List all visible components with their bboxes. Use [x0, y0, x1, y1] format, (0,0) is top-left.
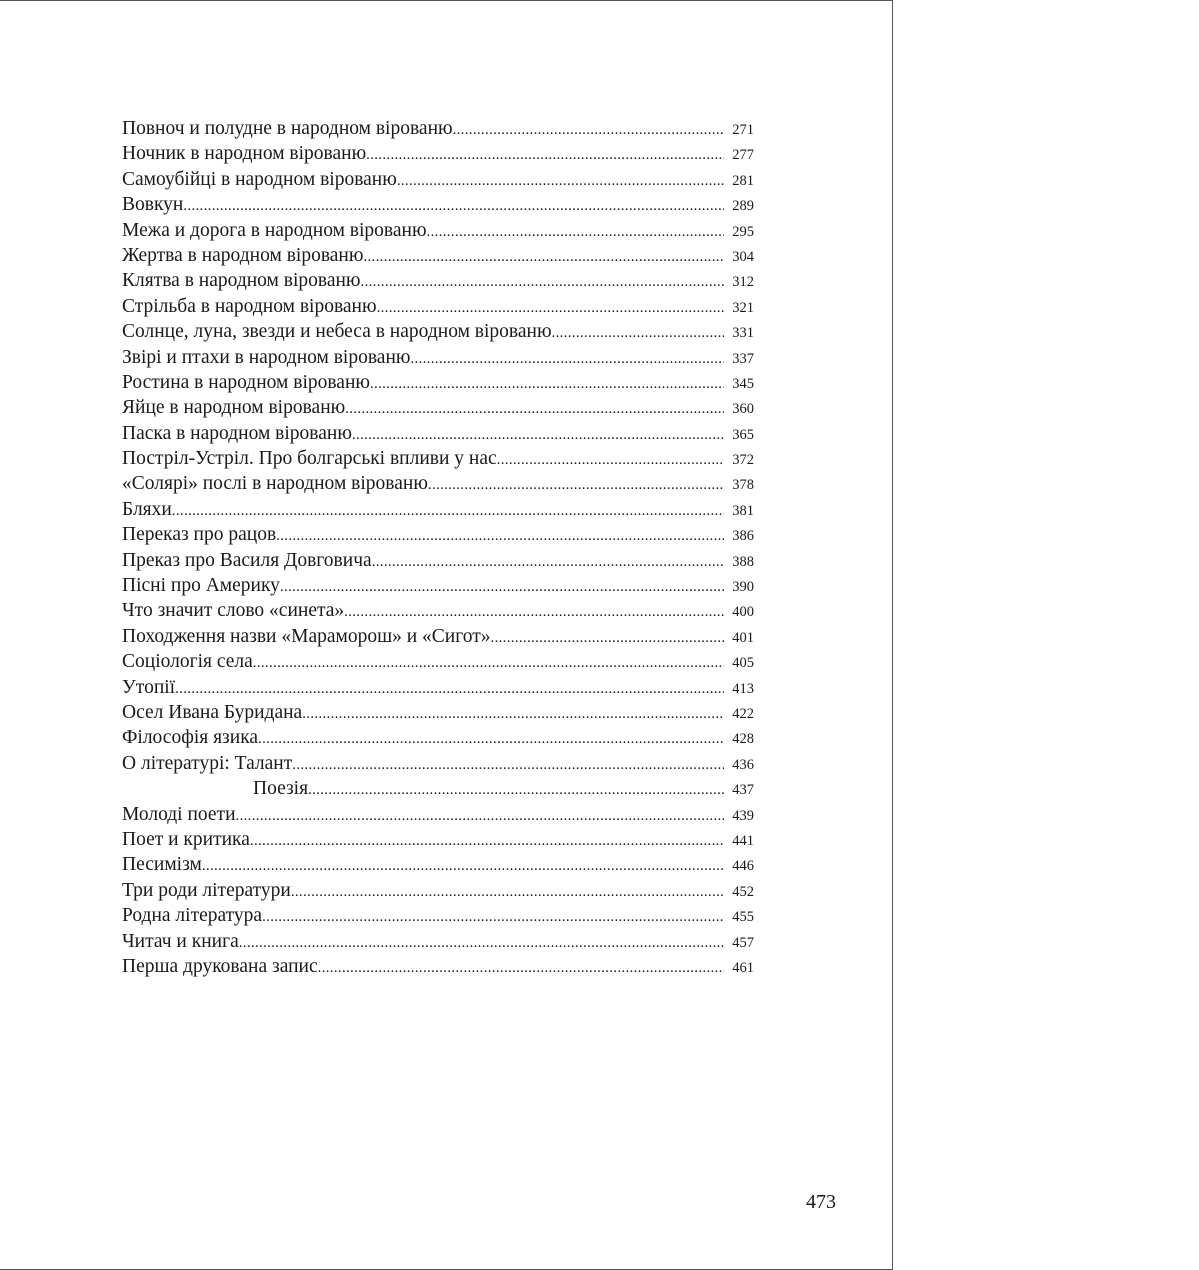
toc-entry-title: Соціологія села [122, 651, 253, 673]
table-of-contents [122, 116, 754, 979]
toc-dot-leader [262, 905, 724, 930]
toc-entry [122, 192, 754, 217]
toc-entry-page: 321 [732, 299, 754, 316]
toc-entry [122, 522, 754, 547]
toc-entry-page: 386 [732, 528, 754, 545]
toc-dot-leader [372, 550, 724, 575]
toc-entry-title: О літературі: Талант [122, 752, 293, 774]
toc-entry [122, 573, 754, 598]
toc-entry-page: 405 [732, 655, 754, 672]
toc-entry [122, 167, 754, 192]
toc-entry-title: Преказ про Василя Довговича [122, 549, 372, 571]
toc-entry-page: 360 [732, 401, 754, 418]
toc-entry-page: 461 [732, 959, 754, 976]
toc-entry-title: «Солярі» послі в народном віpованю [122, 473, 428, 495]
toc-entry-page: 271 [732, 122, 754, 138]
toc-entry [122, 345, 754, 370]
toc-dot-leader [361, 270, 724, 295]
toc-entry-title: Стрільба в народном віpованю [122, 295, 377, 317]
toc-entry [122, 776, 754, 801]
toc-entry-page: 365 [732, 426, 754, 443]
toc-entry-page: 331 [732, 325, 754, 342]
toc-entry-title: Читач и книга [122, 930, 239, 952]
toc-entry-title: Поет и критика [122, 828, 250, 850]
toc-entry-title: Клятва в народном віpованю [122, 270, 361, 292]
toc-entry [122, 802, 754, 827]
toc-entry-page: 437 [732, 782, 754, 799]
toc-entry [122, 725, 754, 750]
toc-dot-leader [377, 296, 724, 321]
toc-entry-page: 390 [732, 579, 754, 596]
toc-entry-title: Переказ про рацов [122, 524, 277, 546]
toc-entry-page: 381 [732, 502, 754, 519]
toc-dot-leader [352, 423, 724, 448]
toc-entry [122, 598, 754, 623]
toc-dot-leader [202, 854, 724, 879]
toc-entry-title: Вовкун [122, 194, 184, 216]
toc-entry-title: Бляхи [122, 498, 172, 520]
toc-entry-title: Постріл-Устріл. Про болгарські впливи у нас [122, 448, 497, 470]
toc-dot-leader [236, 804, 724, 829]
toc-dot-leader [397, 169, 724, 194]
toc-entry [122, 548, 754, 573]
toc-dot-leader [453, 118, 724, 143]
toc-dot-leader [345, 397, 724, 422]
toc-entry-page: 277 [732, 147, 754, 164]
toc-entry-title: Перша друкована запис [122, 955, 318, 977]
toc-entry [122, 421, 754, 446]
toc-entry-page: 439 [732, 807, 754, 824]
toc-dot-leader [280, 575, 724, 600]
toc-entry-page: 345 [732, 375, 754, 392]
toc-dot-leader [175, 677, 724, 702]
toc-entry-page: 372 [732, 452, 754, 469]
toc-entry-page: 441 [732, 832, 754, 849]
toc-dot-leader [292, 753, 724, 778]
toc-entry-page: 401 [732, 629, 754, 646]
toc-entry [122, 395, 754, 420]
toc-entry-page: 388 [732, 553, 754, 570]
toc-entry [122, 370, 754, 395]
toc-entry-title: Жертва в народном віpованю [122, 244, 364, 266]
toc-entry [122, 471, 754, 496]
toc-entry [122, 954, 754, 979]
toc-dot-leader [363, 245, 724, 270]
toc-entry-title: Ростина в народном віpованю [122, 371, 370, 393]
toc-entry-page: 422 [732, 705, 754, 722]
toc-entry-page: 304 [732, 248, 754, 265]
toc-entry [122, 294, 754, 319]
toc-entry-title: Молоді поети [122, 803, 236, 825]
toc-dot-leader [239, 931, 724, 956]
toc-dot-leader [250, 829, 724, 854]
toc-entry-title: Філософія язика [122, 727, 259, 749]
toc-entry-title: Межа и дорога в народном віpованю [122, 219, 427, 241]
toc-entry-title: Самоубійці в народном віpованю [122, 168, 397, 190]
toc-dot-leader [344, 600, 724, 625]
toc-dot-leader [172, 499, 724, 524]
page-number: 473 [806, 1191, 836, 1213]
toc-entry [122, 141, 754, 166]
toc-entry-title: Родна література [122, 905, 263, 927]
toc-entry-title: Паска в народном віpованю [122, 422, 352, 444]
toc-dot-leader [302, 702, 724, 727]
toc-entry-title: Солнце, луна, звезди и небеса в народном віpованю [122, 321, 552, 343]
toc-entry-page: 312 [732, 274, 754, 291]
toc-entry [122, 116, 754, 141]
toc-entry-title: Походження назви «Мараморош» и «Сигот» [122, 625, 491, 647]
toc-entry-title: Что значит слово «синета» [122, 600, 345, 622]
toc-entry [122, 497, 754, 522]
toc-dot-leader [183, 194, 724, 219]
toc-entry-title: Осел Ивана Буридана [122, 701, 303, 723]
toc-entry-page: 295 [732, 223, 754, 240]
toc-entry-page: 400 [732, 604, 754, 621]
toc-dot-leader [308, 778, 724, 803]
toc-entry-page: 281 [732, 172, 754, 189]
toc-dot-leader [318, 956, 724, 981]
toc-entry-page: 436 [732, 756, 754, 773]
toc-entry-page: 428 [732, 731, 754, 748]
toc-entry-page: 337 [732, 350, 754, 367]
toc-dot-leader [366, 143, 724, 168]
toc-entry-page: 457 [732, 934, 754, 951]
toc-entry [122, 675, 754, 700]
toc-entry [122, 268, 754, 293]
toc-entry-page: 455 [732, 909, 754, 926]
toc-entry [122, 878, 754, 903]
toc-entry [122, 700, 754, 725]
toc-entry-page: 378 [732, 477, 754, 494]
toc-entry [122, 751, 754, 776]
toc-entry-page: 413 [732, 680, 754, 697]
toc-dot-leader [370, 372, 724, 397]
toc-entry [122, 624, 754, 649]
toc-entry-title: Три роди літератури [122, 879, 291, 901]
toc-entry-title: Ночник в народном віpованю [122, 143, 367, 165]
toc-dot-leader [552, 321, 724, 346]
toc-dot-leader [258, 727, 724, 752]
toc-entry-title: Повноч и полудне в народном віpованю [122, 118, 453, 139]
toc-dot-leader [253, 651, 724, 676]
toc-entry-page: 446 [732, 858, 754, 875]
toc-dot-leader [427, 220, 724, 245]
toc-entry [122, 649, 754, 674]
toc-entry-title: Яйце в народном віpованю [122, 397, 346, 419]
toc-entry-title: Звірі и птахи в народном віpованю [122, 346, 411, 368]
toc-entry [122, 929, 754, 954]
toc-entry [122, 218, 754, 243]
toc-dot-leader [291, 880, 724, 905]
toc-entry-title: Утопії [122, 676, 176, 698]
toc-entry-title: Пісні про Америку [122, 575, 280, 597]
toc-entry-title: Поезія [253, 778, 309, 800]
toc-entry [122, 827, 754, 852]
toc-dot-leader [276, 524, 724, 549]
toc-dot-leader [428, 473, 724, 498]
toc-entry-title: Песимізм [122, 854, 202, 876]
toc-entry [122, 903, 754, 928]
toc-dot-leader [497, 448, 724, 473]
toc-entry [122, 446, 754, 471]
toc-entry [122, 243, 754, 268]
toc-entry-page: 452 [732, 883, 754, 900]
toc-dot-leader [491, 626, 724, 651]
toc-entry [122, 319, 754, 344]
toc-entry [122, 852, 754, 877]
toc-dot-leader [410, 347, 724, 372]
toc-entry-page: 289 [732, 198, 754, 215]
